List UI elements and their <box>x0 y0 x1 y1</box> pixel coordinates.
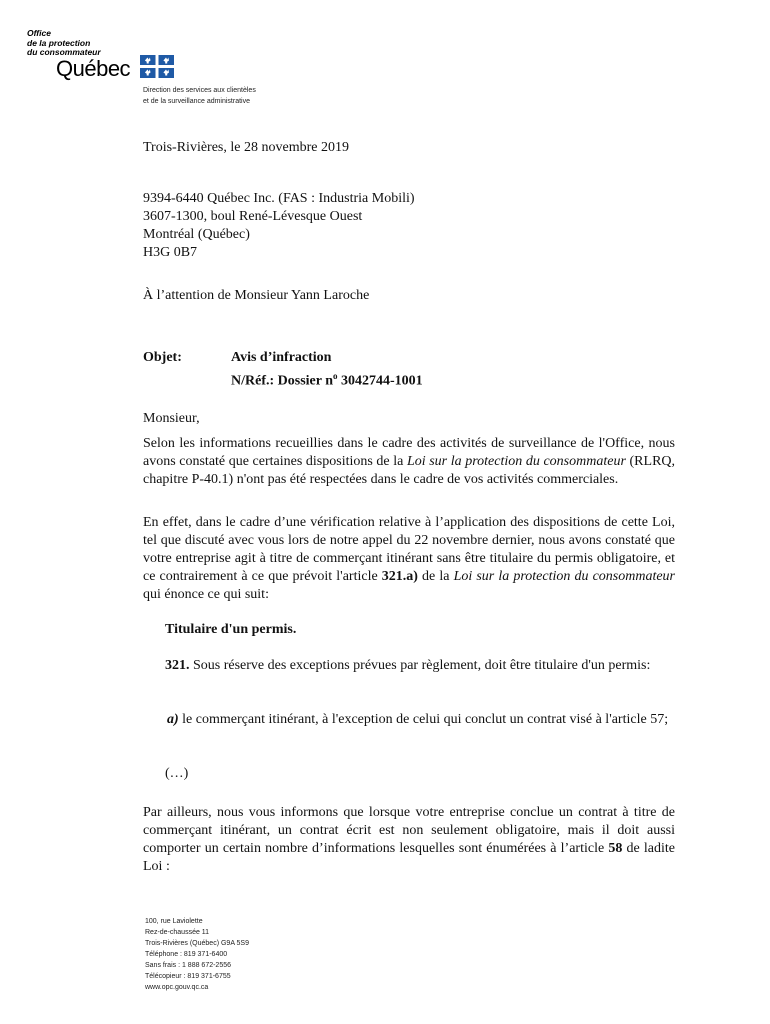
footer-website[interactable]: www.opc.gouv.qc.ca <box>145 984 209 991</box>
quote-item-label: a) <box>167 712 179 727</box>
quote-title: Titulaire d'un permis. <box>165 622 297 637</box>
date-line: Trois-Rivières, le 28 novembre 2019 <box>143 140 349 155</box>
address-line: H3G 0B7 <box>143 245 198 260</box>
p3-article: 58 <box>608 841 623 856</box>
paragraph-2 <box>143 514 675 604</box>
address-line: 3607-1300, boul René-Lévesque Ouest <box>143 209 363 224</box>
p2-article: 321.a) <box>381 569 418 584</box>
paragraph-1 <box>143 435 675 489</box>
p2-law-title: Loi sur la protection du consommateur <box>453 569 676 584</box>
quote-article-text: Sous réserve des exceptions prévues par règlement, doit être titulaire d'un permis: <box>189 658 651 673</box>
attention-line: À l’attention de Monsieur Yann Laroche <box>143 288 370 303</box>
logo-line-office: Office <box>27 28 51 38</box>
p3-text-a: Par ailleurs, nous vous informons que lorsque votre entreprise conclue un contrat à titre de commerçant itinérant, un contrat écrit est non seulement obligatoire, mais il doit aussi comporter un certain nombre d’informations lesquelles sont énumérées à l’article <box>143 805 675 856</box>
subject-label: Objet: <box>143 350 182 365</box>
footer-line: 100, rue Laviolette <box>145 918 203 925</box>
logo-quebec: Québec <box>56 56 131 81</box>
quote-ellipsis: (…) <box>165 766 189 781</box>
address-line: Montréal (Québec) <box>143 227 250 242</box>
quote-item-text: le commerçant itinérant, à l'exception de celui qui conclut un contrat visé à l'article 57; <box>178 712 669 727</box>
paragraph-3 <box>143 804 675 876</box>
quebec-flag-icon <box>140 55 174 78</box>
quote-item-a <box>165 711 675 729</box>
p1-text-b: (RLRQ, chapitre P-40.1) n'ont pas été respectées dans le cadre de vos activités commerciales. <box>143 454 676 487</box>
reference-number: 3042744-1001 <box>337 373 423 389</box>
p2-text-a: En effet, dans le cadre d’une vérification relative à l’application des dispositions de cette Loi, tel que discuté avec vous lors de notre appel du 22 novembre dernier, nous avons constaté que votre entreprise agit à titre de commerçant itinérant sans être titulaire du permis obligatoire, et ce contrairement à ce que prévoit l'article <box>143 515 675 584</box>
p1-text-a: Selon les informations recueillies dans le cadre des activités de surveillance de l'Office, nous avons constaté que certaines dispositions de la <box>143 436 675 469</box>
logo-text <box>27 29 101 58</box>
logo-line-consommateur: du consommateur <box>27 47 101 57</box>
logo-line-protection: de la protection <box>27 37 91 48</box>
quote-article <box>165 657 675 675</box>
subject-line-1: Avis d’infraction <box>231 350 332 365</box>
reference-prefix: N/Réf.: Dossier n <box>231 373 334 389</box>
salutation: Monsieur, <box>143 411 200 426</box>
p2-text-c: qui énonce ce qui suit: <box>143 587 269 602</box>
footer-line: Télécopieur : 819 371-6755 <box>145 973 231 980</box>
footer-line: Trois-Rivières (Québec) G9A 5S9 <box>145 940 249 947</box>
subject-line-2 <box>231 367 423 391</box>
p2-text-b: de la <box>417 569 454 584</box>
footer-line: Rez-de-chaussée 11 <box>145 929 210 936</box>
direction-name <box>143 85 256 107</box>
quote-article-number: 321. <box>165 658 190 673</box>
footer-contact <box>145 916 249 993</box>
reference-sup: o <box>333 371 338 381</box>
p3-text-b: de ladite Loi : <box>143 841 675 874</box>
footer-line: Téléphone : 819 371-6400 <box>145 951 228 958</box>
subject-value <box>231 349 423 391</box>
address-line: 9394-6440 Québec Inc. (FAS : Industria Mobili) <box>143 191 415 206</box>
footer-line: Sans frais : 1 888 672-2556 <box>145 962 232 969</box>
p1-law-title: Loi sur la protection du consommateur <box>406 454 626 469</box>
direction-line-1: Direction des services aux clientèles <box>143 87 256 94</box>
recipient-address <box>143 190 675 262</box>
direction-line-2: et de la surveillance administrative <box>143 98 250 105</box>
